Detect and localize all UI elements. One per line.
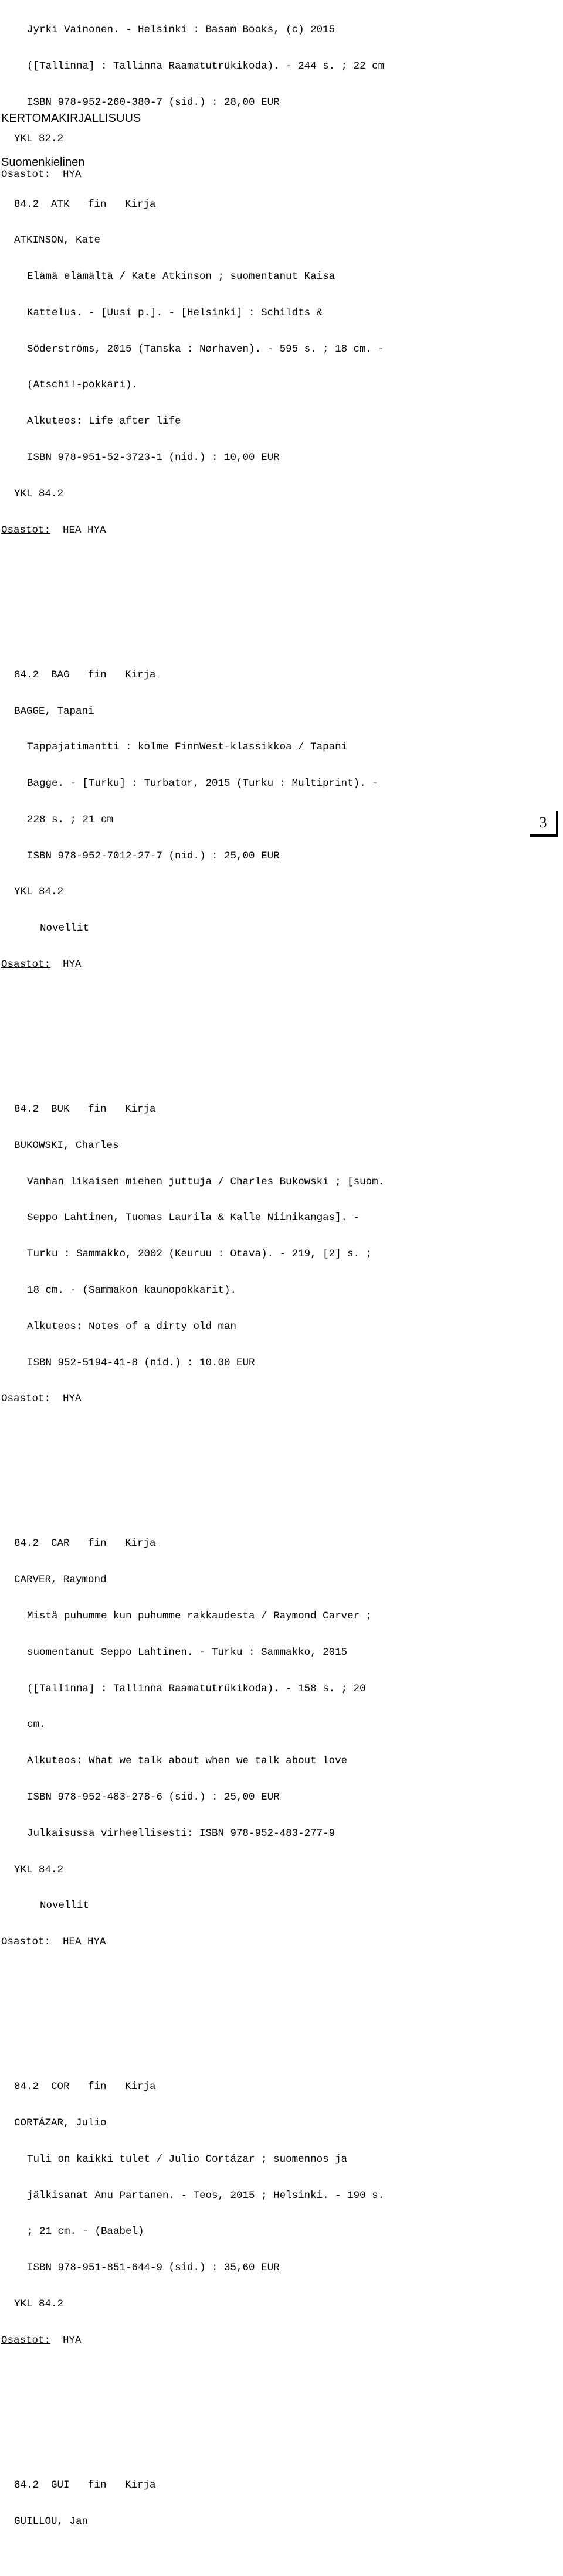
- entry-author: ATKINSON, Kate: [14, 234, 101, 247]
- entry-desc: Mistä puhumme kun puhumme rakkaudesta / Raymond Carver ;: [27, 1610, 372, 1623]
- osastot-value: HEA HYA: [63, 524, 106, 536]
- entry-ykl: YKL 84.2: [14, 488, 64, 500]
- entry-osastot: [1, 959, 384, 971]
- top-entry-line: ([Tallinna] : Tallinna Raamatutrükikoda). - 244 s. ; 22 cm: [27, 60, 385, 72]
- entry-desc: suomentanut Seppo Lahtinen. - Turku : Sammakko, 2015: [27, 1646, 348, 1658]
- entry-author: CARVER, Raymond: [14, 1574, 107, 1586]
- section-title: KERTOMAKIRJALLISUUS: [1, 112, 141, 125]
- entry-desc: ([Tallinna] : Tallinna Raamatutrükikoda). - 158 s. ; 20: [27, 1682, 366, 1695]
- entry-genre: Novellit: [40, 922, 90, 935]
- page-number: 3: [530, 811, 558, 837]
- entry-ykl: YKL 84.2: [14, 2298, 64, 2310]
- entry-desc: Alkuteos: What we talk about when we talk about love: [27, 1755, 348, 1767]
- entry-desc: ISBN 978-951-851-644-9 (sid.) : 35,60 EUR: [27, 2262, 280, 2274]
- osastot-value: HYA: [63, 2334, 82, 2346]
- list-item: [1, 174, 384, 597]
- entry-author: BAGGE, Tapani: [14, 705, 94, 717]
- entry-desc: ; 21 cm. - (Baabel): [27, 2226, 144, 2238]
- entry-desc: Vanhan likaisen miehen juttuja / Charles Bukowski ; [suom.: [27, 1175, 385, 1188]
- top-entry-line: ISBN 978-952-260-380-7 (sid.) : 28,00 EUR: [27, 96, 280, 108]
- entry-desc: Julkaisussa virheellisesti: ISBN 978-952-483-277-9: [27, 1827, 335, 1839]
- list-item: [1, 645, 384, 1031]
- osastot-label: Osastot:: [1, 1393, 51, 1405]
- entry-list: [1, 126, 384, 2576]
- entry-desc: ISBN 978-952-7012-27-7 (nid.) : 25,00 EUR: [27, 850, 280, 862]
- entry-osastot: [1, 1936, 384, 1948]
- entry-desc: Kattelus. - [Uusi p.]. - [Helsinki] : Schildts &: [27, 306, 323, 319]
- entry-header: 84.2 BAG fin Kirja: [14, 669, 156, 681]
- list-item: [1, 1079, 384, 1466]
- osastot-value: HEA HYA: [63, 1936, 106, 1948]
- entry-desc: ISBN 978-951-52-3723-1 (nid.) : 10,00 EUR: [27, 452, 280, 464]
- entry-desc: Alkuteos: Life after life: [27, 415, 181, 428]
- entry-header: 84.2 ATK fin Kirja: [14, 198, 156, 210]
- osastot-label: Osastot:: [1, 169, 51, 181]
- entry-header: 84.2 CAR fin Kirja: [14, 1538, 156, 1550]
- osastot-label: Osastot:: [1, 2334, 51, 2346]
- list-item: [1, 2057, 384, 2407]
- list-item: [1, 1514, 384, 2008]
- top-entry-ykl: YKL 82.2: [14, 132, 64, 145]
- entry-ykl: YKL 84.2: [14, 1863, 64, 1876]
- entry-desc: cm.: [27, 1719, 46, 1731]
- list-item: [1, 2455, 384, 2552]
- entry-desc: Tappajatimantti : kolme FinnWest-klassikkoa / Tapani: [27, 741, 348, 754]
- entry-desc: Söderströms, 2015 (Tanska : Nørhaven). - 595 s. ; 18 cm. -: [27, 343, 385, 355]
- entry-osastot: [1, 2335, 384, 2347]
- entry-desc: 228 s. ; 21 cm: [27, 813, 114, 826]
- entry-desc: Bagge. - [Turku] : Turbator, 2015 (Turku : Multiprint). -: [27, 778, 378, 790]
- entry-author: BUKOWSKI, Charles: [14, 1139, 119, 1151]
- top-entry-line: Jyrki Vainonen. - Helsinki : Basam Books, (c) 2015: [27, 24, 335, 36]
- osastot-value: HYA: [63, 958, 82, 970]
- entry-header: 84.2 GUI fin Kirja: [14, 2479, 156, 2491]
- osastot-label: Osastot:: [1, 958, 51, 970]
- entry-desc: Tuli on kaikki tulet / Julio Cortázar ; suomennos ja: [27, 2153, 348, 2165]
- entry-ykl: YKL 84.2: [14, 886, 64, 898]
- entry-desc: Alkuteos: Notes of a dirty old man: [27, 1320, 237, 1333]
- entry-header: 84.2 COR fin Kirja: [14, 2081, 156, 2093]
- entry-osastot: [1, 1393, 384, 1405]
- entry-author: CORTÁZAR, Julio: [14, 2117, 107, 2129]
- entry-desc: Elämä elämältä / Kate Atkinson ; suomentanut Kaisa: [27, 271, 335, 283]
- entry-desc: (Atschi!-pokkari).: [27, 379, 138, 391]
- entry-desc: Seppo Lahtinen, Tuomas Laurila & Kalle Niinikangas]. -: [27, 1212, 360, 1224]
- osastot-label: Osastot:: [1, 524, 51, 536]
- osastot-label: Osastot:: [1, 1936, 51, 1948]
- entry-author: GUILLOU, Jan: [14, 2515, 89, 2527]
- section-subtitle: Suomenkielinen: [1, 156, 85, 169]
- entry-osastot: [1, 524, 384, 537]
- osastot-value: HYA: [63, 169, 82, 181]
- entry-genre: Novellit: [40, 1900, 90, 1912]
- entry-desc: 18 cm. - (Sammakon kaunopokkarit).: [27, 1284, 237, 1296]
- entry-desc: Turku : Sammakko, 2002 (Keuruu : Otava). - 219, [2] s. ;: [27, 1248, 372, 1260]
- entry-desc: jälkisanat Anu Partanen. - Teos, 2015 ; Helsinki. - 190 s.: [27, 2189, 385, 2202]
- entry-desc: ISBN 978-952-483-278-6 (sid.) : 25,00 EUR: [27, 1791, 280, 1803]
- entry-desc: ISBN 952-5194-41-8 (nid.) : 10.00 EUR: [27, 1357, 255, 1369]
- entry-header: 84.2 BUK fin Kirja: [14, 1103, 156, 1116]
- osastot-value: HYA: [63, 1393, 82, 1405]
